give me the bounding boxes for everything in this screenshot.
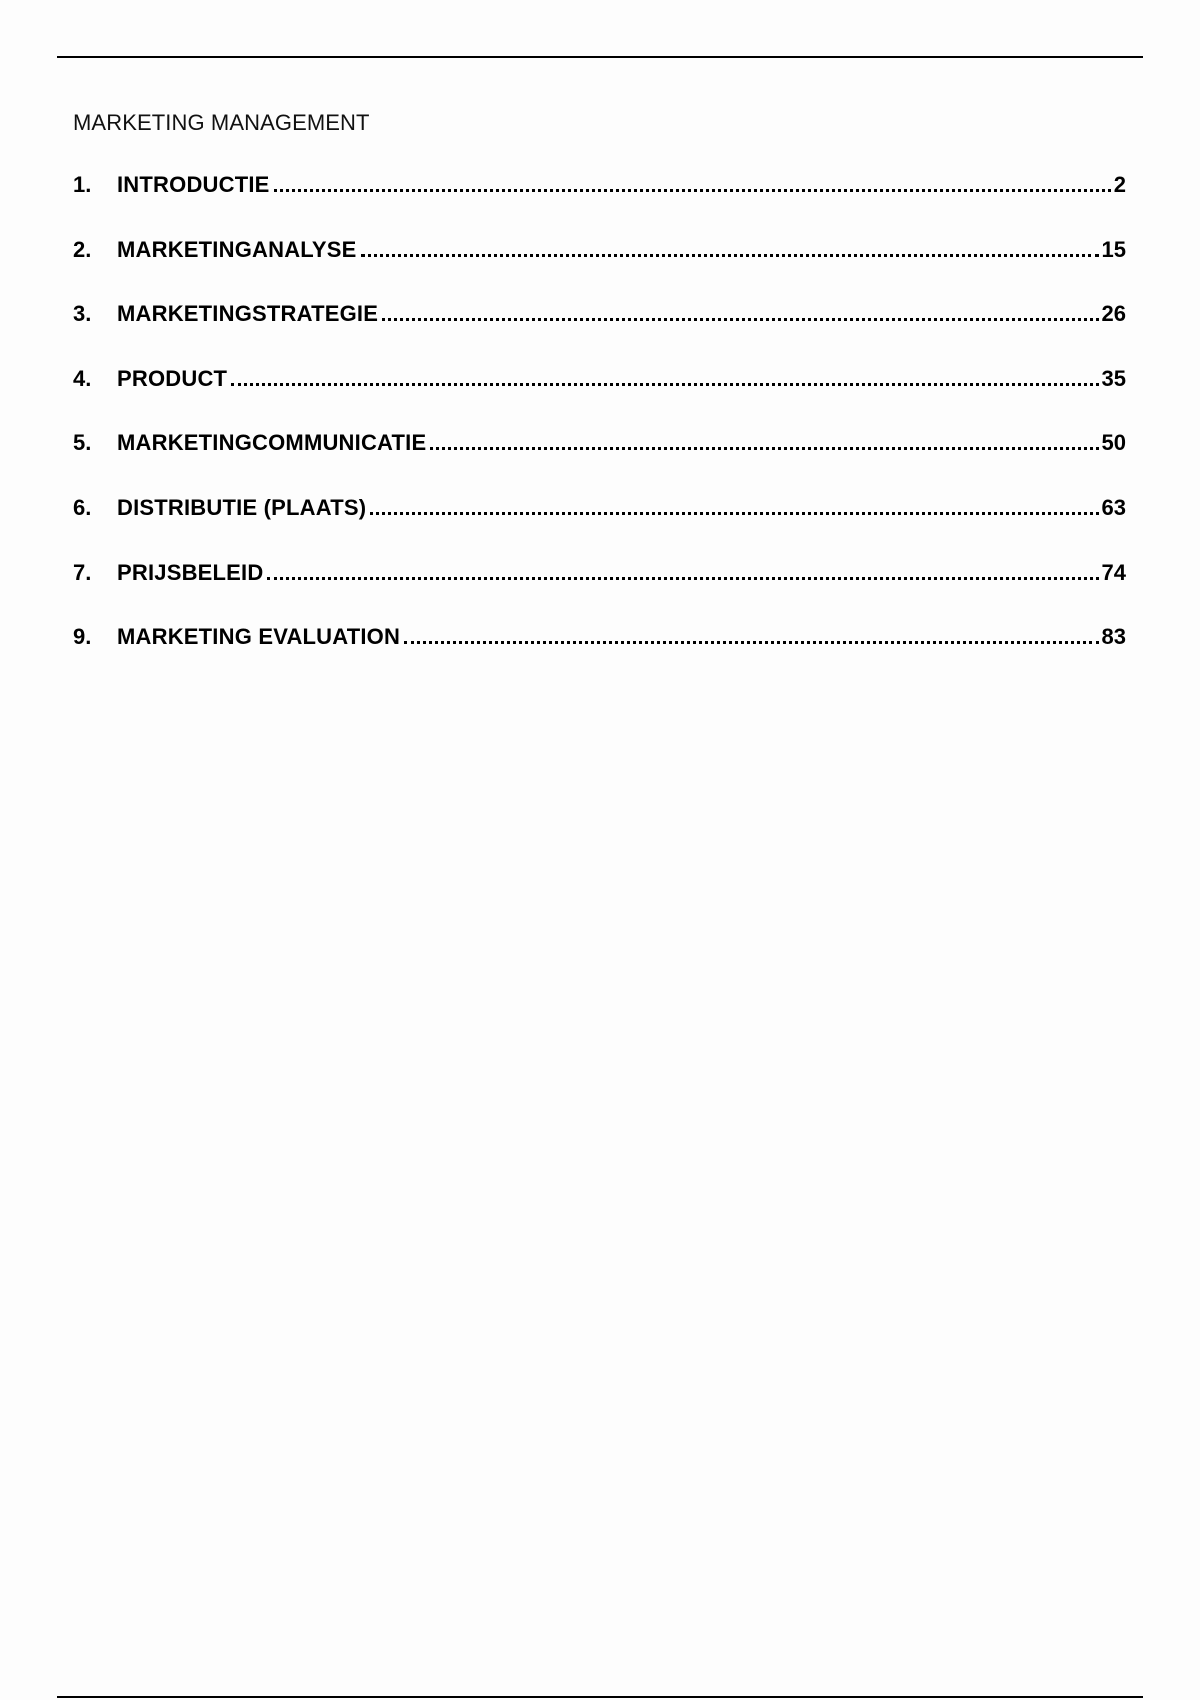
toc-entry-title[interactable]: INTRODUCTIE [117,172,270,197]
toc-entry-page[interactable]: 63 [1101,494,1126,520]
toc-entry[interactable] [73,366,1126,431]
toc-entry-page[interactable]: 50 [1101,430,1126,456]
toc-dot-leader [370,512,1098,515]
toc-entry-title[interactable]: MARKETINGANALYSE [117,236,357,262]
toc-entry-title[interactable]: MARKETINGSTRATEGIE [117,301,379,327]
toc-dot-leader [382,318,1098,321]
toc-entry-title[interactable]: MARKETING EVALUATION [117,624,401,650]
toc-entry[interactable] [73,172,1126,237]
toc-entry[interactable] [73,301,1126,366]
toc-entry-number: 2. [73,236,92,262]
toc-entry[interactable] [73,430,1126,495]
table-of-contents [73,172,1126,689]
toc-dot-leader [267,577,1098,580]
toc-entry[interactable] [73,560,1126,625]
toc-dot-leader [430,447,1098,450]
toc-entry-page[interactable]: 35 [1101,365,1126,391]
toc-dot-leader [361,254,1099,257]
toc-entry-number: 3. [73,301,92,327]
toc-entry-number: 7. [73,559,92,585]
toc-dot-leader [274,189,1111,192]
header-rule [57,56,1143,58]
toc-entry-title[interactable]: DISTRIBUTIE (PLAATS) [117,494,367,520]
toc-entry[interactable] [73,495,1126,560]
toc-entry-number: 1. [73,172,92,197]
toc-entry-page[interactable]: 2 [1113,172,1126,197]
toc-entry-number: 5. [73,430,92,456]
toc-dot-leader [231,383,1098,386]
footer-rule [57,1696,1143,1698]
toc-entry-title[interactable]: PRIJSBELEID [117,559,264,585]
toc-entry[interactable] [73,624,1126,689]
toc-entry-title[interactable]: PRODUCT [117,365,228,391]
toc-entry-number: 4. [73,365,92,391]
toc-entry-number: 9. [73,624,92,650]
toc-entry-title[interactable]: MARKETINGCOMMUNICATIE [117,430,427,456]
toc-entry-page[interactable]: 26 [1101,301,1126,327]
toc-entry-page[interactable]: 74 [1101,559,1126,585]
document-title: MARKETING MANAGEMENT [73,110,370,135]
toc-entry-number: 6. [73,494,92,520]
toc-entry-page[interactable]: 83 [1101,624,1126,650]
toc-entry-page[interactable]: 15 [1101,236,1126,262]
toc-entry[interactable] [73,237,1126,302]
toc-dot-leader [404,641,1098,644]
